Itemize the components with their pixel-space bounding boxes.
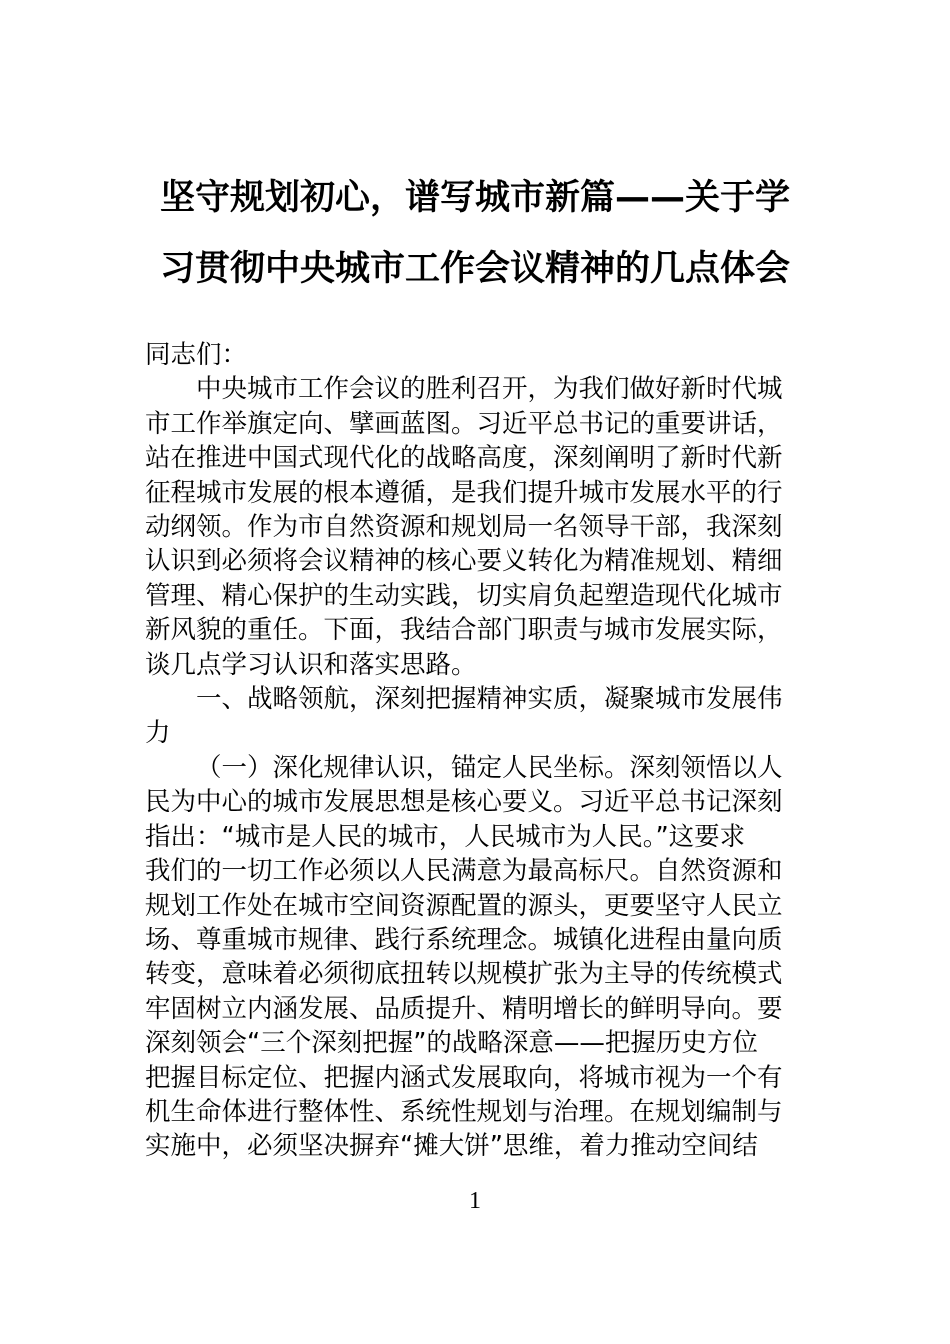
paragraph-line: 站在推进中国式现代化的战略高度，深刻阐明了新时代新 xyxy=(145,443,783,474)
page-number: 1 xyxy=(469,1188,481,1214)
paragraph-line: 动纲领。作为市自然资源和规划局一名领导干部，我深刻 xyxy=(145,512,783,543)
paragraph-line: 把握目标定位、把握内涵式发展取向，将城市视为一个有 xyxy=(145,1062,783,1093)
salutation: 同志们： xyxy=(145,340,248,370)
paragraph-line: 我们的一切工作必须以人民满意为最高标尺。自然资源和 xyxy=(145,856,783,887)
body-text xyxy=(145,338,805,1164)
section-heading-line: 力 xyxy=(145,718,171,749)
title-line-2: 习贯彻中央城市工作会议精神的几点体会 xyxy=(159,249,790,289)
paragraph-line: 规划工作处在城市空间资源配置的源头，更要坚守人民立 xyxy=(145,890,783,921)
paragraph-line: 机生命体进行整体性、系统性规划与治理。在规划编制与 xyxy=(145,1096,783,1127)
paragraph-line: 深刻领会“三个深刻把握”的战略深意——把握历史方位 xyxy=(145,1028,758,1059)
title-line-1: 坚守规划初心，谱写城市新篇——关于学 xyxy=(159,178,790,218)
paragraph-line: 指出：“城市是人民的城市，人民城市为人民。”这要求 xyxy=(145,821,746,852)
paragraph-line: 新风貌的重任。下面，我结合部门职责与城市发展实际， xyxy=(145,615,783,646)
paragraph-line: 场、尊重城市规律、践行系统理念。城镇化进程由量向质 xyxy=(145,924,783,955)
paragraph-line: 民为中心的城市发展思想是核心要义。习近平总书记深刻 xyxy=(145,787,783,818)
paragraph-line: 市工作举旗定向、擘画蓝图。习近平总书记的重要讲话， xyxy=(145,408,783,439)
paragraph-line: （一）深化规律认识，锚定人民坐标。深刻领悟以人 xyxy=(196,752,783,783)
paragraph-line: 谈几点学习认识和落实思路。 xyxy=(145,649,477,680)
paragraph-line: 转变，意味着必须彻底扭转以规模扩张为主导的传统模式 xyxy=(145,959,783,990)
paragraph-line: 管理、精心保护的生动实践，切实肩负起塑造现代化城市 xyxy=(145,580,783,611)
paragraph-line: 中央城市工作会议的胜利召开，为我们做好新时代城 xyxy=(196,374,783,405)
paragraph-line: 认识到必须将会议精神的核心要义转化为精准规划、精细 xyxy=(145,546,783,577)
section-heading-line: 一、战略领航，深刻把握精神实质，凝聚城市发展伟 xyxy=(196,684,783,715)
paragraph-line: 牢固树立内涵发展、品质提升、精明增长的鲜明导向。要 xyxy=(145,993,783,1024)
paragraph-line: 实施中，必须坚决摒弃“摊大饼”思维，着力推动空间结 xyxy=(145,1131,758,1162)
paragraph-line: 征程城市发展的根本遵循，是我们提升城市发展水平的行 xyxy=(145,477,783,508)
